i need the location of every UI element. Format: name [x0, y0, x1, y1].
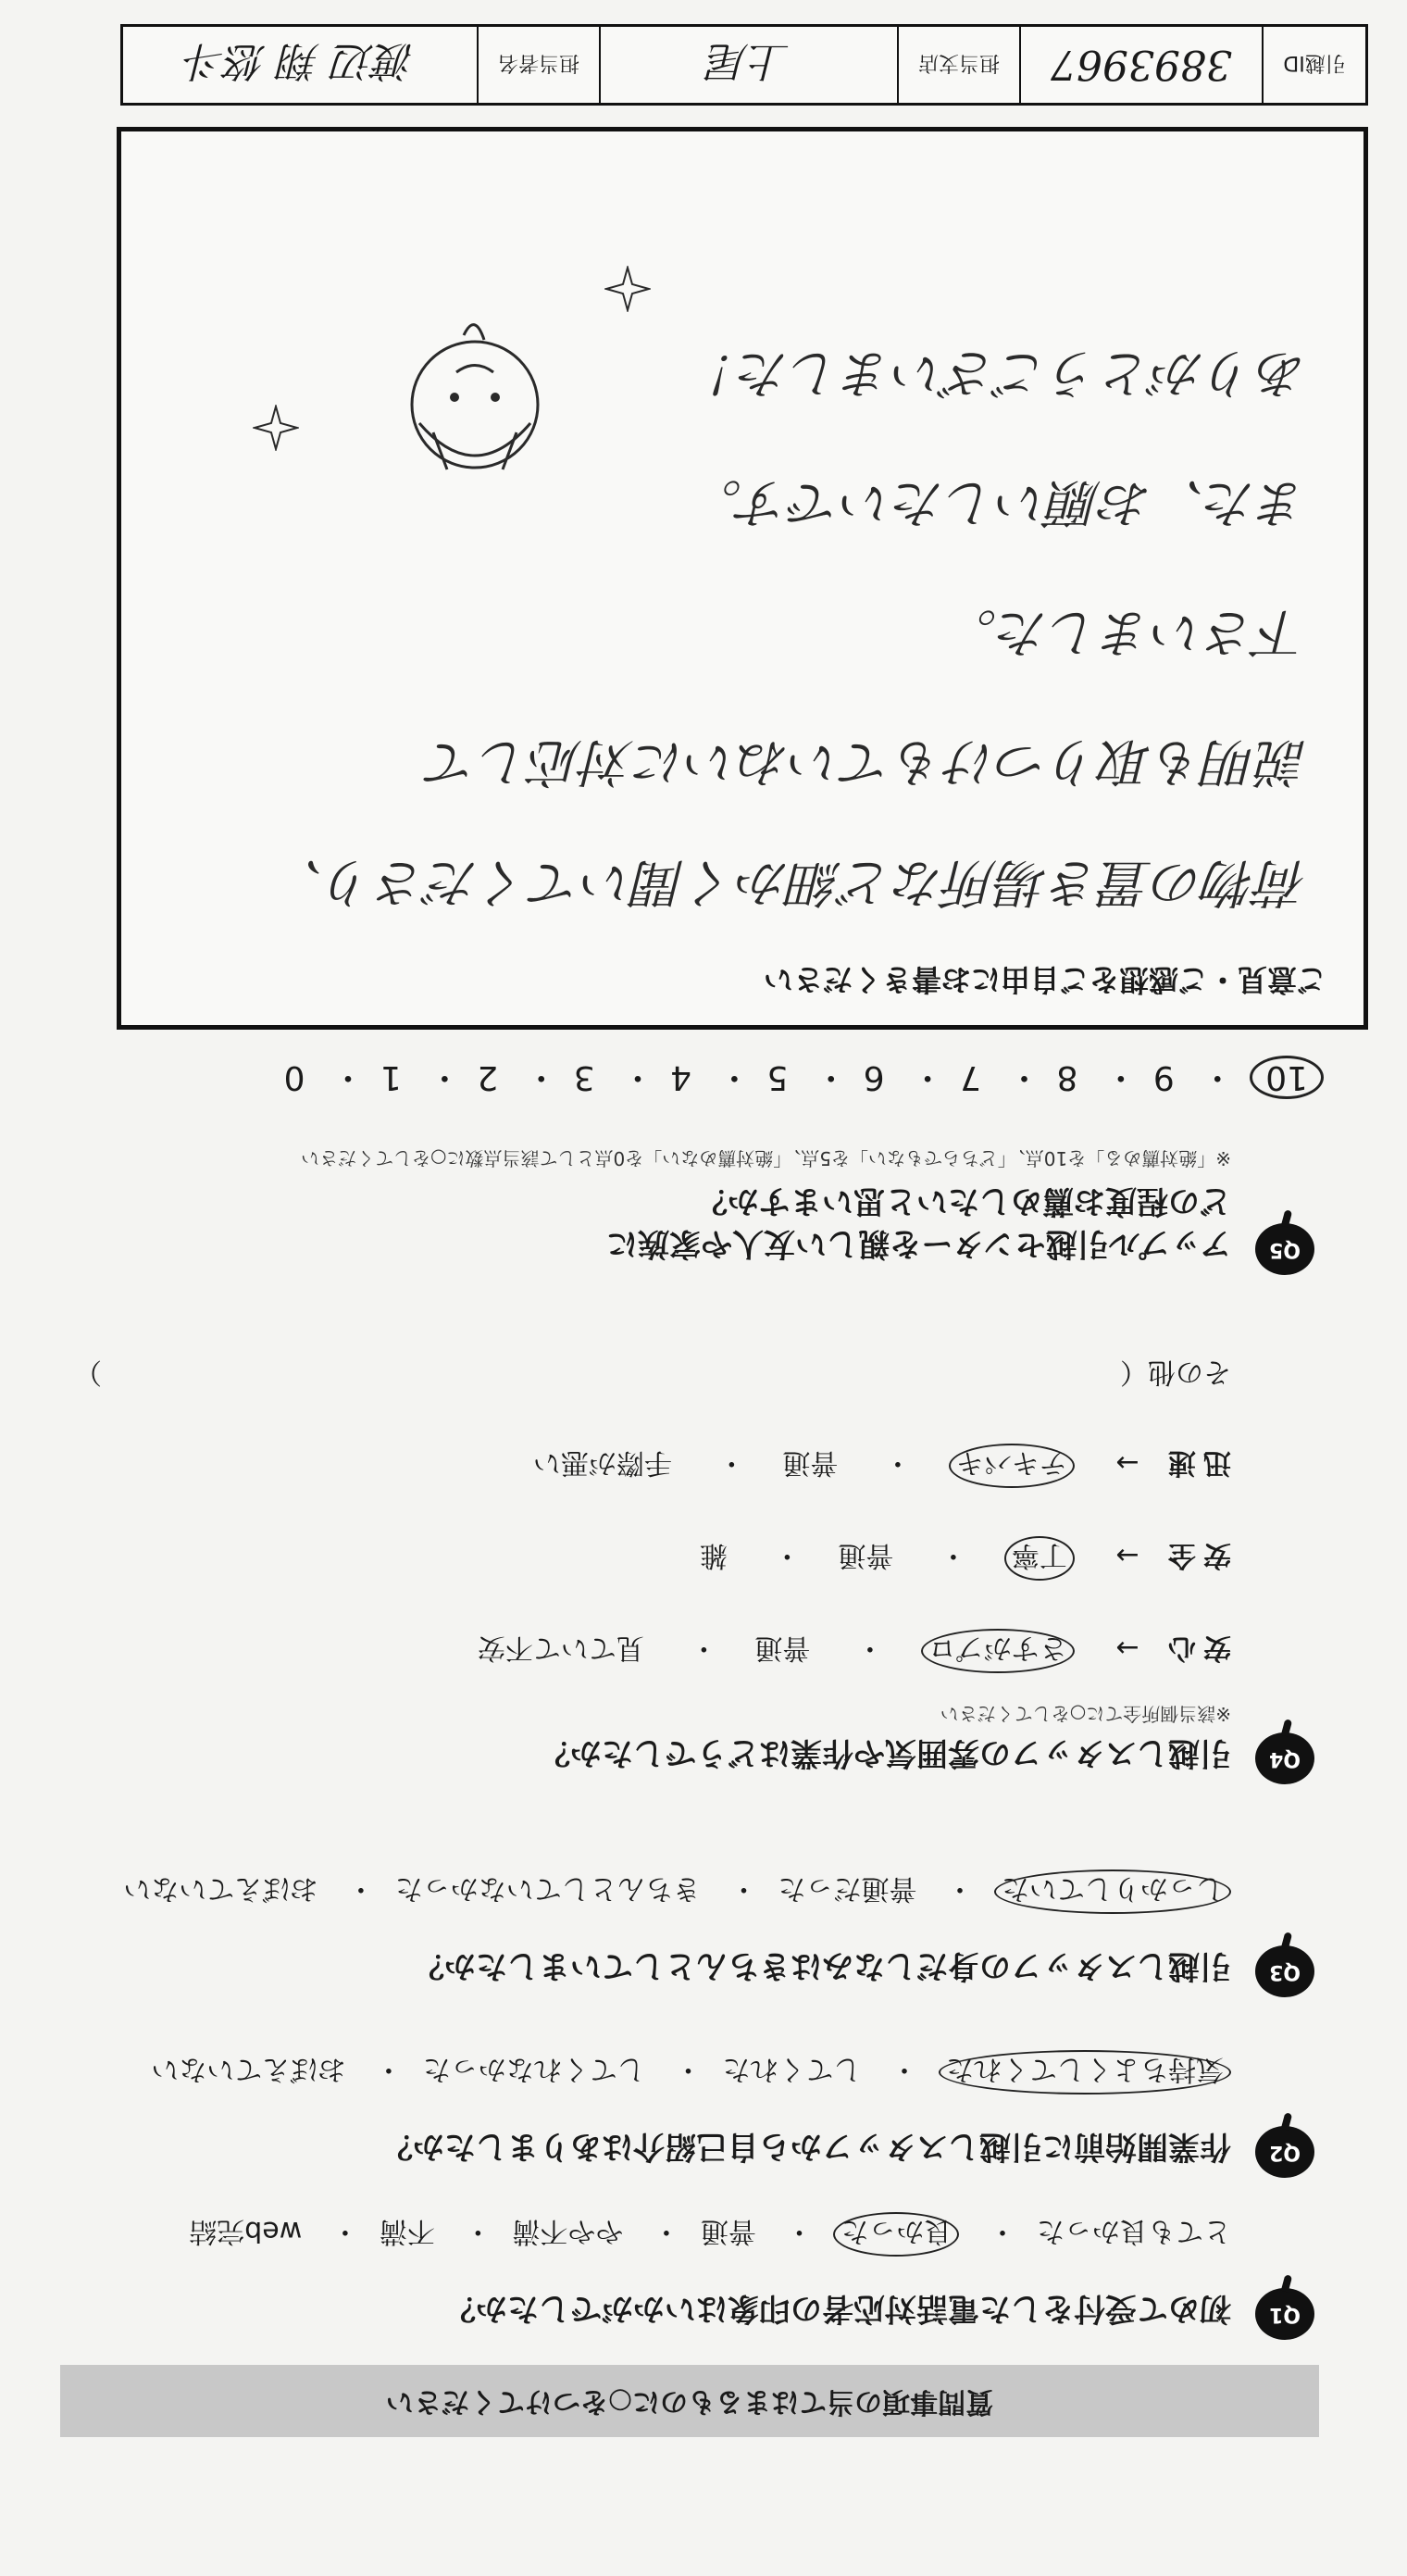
q4-badge: Q4 — [1255, 1732, 1314, 1784]
scale-value-7[interactable]: 7 — [960, 1058, 982, 1096]
instructions-banner: 質問事項の当てはまるものに○をつけてください — [60, 2365, 1319, 2437]
q1-options: とても良かった・ 良かった・ 普通・ やや不満・ 不満・ web完結 — [189, 2212, 1231, 2257]
scale-value-3[interactable]: 3 — [573, 1058, 595, 1096]
arrow-right-icon: → — [1115, 1539, 1139, 1571]
comment-title: ご意見・ご感想をご自由にお書きください — [763, 962, 1326, 997]
q1-option[interactable]: やや不満 — [512, 2215, 624, 2247]
q2-option[interactable]: してくれなかった — [422, 2053, 645, 2085]
scale-value-9[interactable]: 9 — [1152, 1058, 1175, 1096]
q1-badge: Q1 — [1255, 2288, 1314, 2340]
q1-option[interactable]: 不満 — [379, 2215, 435, 2247]
q1-option[interactable]: web完結 — [189, 2215, 303, 2247]
q2-option[interactable]: してくれた — [722, 2053, 862, 2085]
q4-other-close: ） — [74, 1356, 102, 1388]
scale-value-4[interactable]: 4 — [670, 1058, 691, 1096]
comment-line: また、お願いしたいです。 — [690, 472, 1308, 532]
scale-value-8[interactable]: 8 — [1056, 1058, 1078, 1096]
q4-note: ※該当個所全てに○をしてください — [940, 1703, 1231, 1725]
q4-row-jinsoku: 迅速 → テキパキ・ 普通・ 手際が悪い — [533, 1444, 1231, 1488]
comment-line: 下さいました。 — [945, 602, 1308, 662]
q4-row-anshin: 安心 → さすがプロ・ 普通・ 見ていて不安 — [478, 1629, 1231, 1673]
q5-text-line2: どの程度お薦めしたいと思いますか？ — [696, 1182, 1231, 1219]
sparkle-icon — [604, 266, 651, 312]
scale-value-6[interactable]: 6 — [863, 1058, 885, 1096]
staff-label: 担当者名 — [498, 51, 580, 75]
q3-option[interactable]: 普通だった — [778, 1872, 917, 1905]
q4-option[interactable]: 手際が悪い — [532, 1446, 672, 1479]
q4-option[interactable]: 普通 — [782, 1446, 839, 1479]
q2-text: 作業開始前に引越しスタッフから自己紹介はありましたか？ — [381, 2128, 1231, 2165]
q3-option[interactable]: しっかりしていた — [994, 1869, 1231, 1914]
store-value: 上尾 — [708, 37, 790, 84]
question-q3 — [74, 1840, 1314, 1997]
q1-option[interactable]: とても良かった — [1037, 2215, 1231, 2247]
sparkle-icon — [253, 405, 299, 451]
q4-other[interactable] — [74, 1355, 1231, 1395]
q1-option[interactable]: 良かった — [833, 2212, 959, 2257]
q4-row-label: 迅速 — [1161, 1446, 1231, 1479]
staff-value: 渡辺 翔 悠斗 — [185, 37, 415, 84]
q4-option[interactable]: 丁寧 — [1004, 1536, 1075, 1581]
q5-badge: Q5 — [1255, 1223, 1314, 1275]
q4-option[interactable]: さすがプロ — [921, 1629, 1075, 1673]
question-q5 — [74, 1136, 1314, 1275]
move-id-label: 引越ID — [1283, 51, 1346, 75]
q2-options: 気持ちよくしてくれた・ してくれた・ してくれなかった・ おぼえていない — [151, 2050, 1231, 2095]
comment-line: ありがとうございました！ — [686, 343, 1308, 403]
q4-option[interactable]: 普通 — [838, 1539, 894, 1571]
scale-value-5[interactable]: 5 — [766, 1058, 789, 1096]
q3-options: しっかりしていた・ 普通だった・ きちんとしていなかった・ おぼえていない — [123, 1869, 1231, 1914]
q5-text-line1: アップル引越センターを親しい友人や家族に — [606, 1225, 1231, 1262]
q4-text: 引越しスタッフの雰囲気や作業はどうでしたか？ — [539, 1734, 1231, 1771]
q4-row-anzen: 安全 → 丁寧・ 普通・ 雑 — [700, 1536, 1231, 1581]
header-table — [120, 24, 1368, 106]
arrow-right-icon: → — [1115, 1446, 1139, 1479]
question-q2 — [74, 2020, 1314, 2178]
q5-note: ※「絶対薦める」を10点、「どちらでもない」を5点、「絶対薦めない」を0点として該当点数に○をしてください — [301, 1147, 1231, 1169]
q3-option[interactable]: きちんとしていなかった — [394, 1872, 701, 1905]
arrow-right-icon: → — [1115, 1632, 1139, 1664]
q1-option[interactable]: 普通 — [700, 2215, 756, 2247]
q3-option[interactable]: おぼえていない — [123, 1872, 318, 1905]
q1-text: 初めて受付をした電話対応者の印象はいかがでしたか？ — [444, 2290, 1231, 2327]
q2-badge: Q2 — [1255, 2126, 1314, 2178]
q4-row-label: 安全 — [1161, 1539, 1231, 1571]
q4-option[interactable]: 普通 — [754, 1632, 811, 1664]
comment-box[interactable] — [117, 127, 1368, 1030]
q4-option[interactable]: テキパキ — [949, 1444, 1075, 1488]
q2-option[interactable]: おぼえていない — [151, 2053, 346, 2085]
comment-line: 説明も取りつけもていねいに対応して — [427, 732, 1308, 792]
smiley-doodle-icon — [382, 294, 567, 506]
scale-value-1[interactable]: 1 — [380, 1058, 402, 1096]
recommend-scale: 10・ 9・ 8・ 7・ 6・ 5・ 4・ 3・ 2・ 1・ 0 — [120, 1056, 1324, 1104]
question-q4 — [74, 1303, 1314, 1784]
q3-badge: Q3 — [1255, 1945, 1314, 1997]
q4-row-label: 安心 — [1161, 1632, 1231, 1664]
scale-value-0[interactable]: 0 — [283, 1058, 305, 1096]
q4-option[interactable]: 雑 — [699, 1539, 728, 1571]
comment-line: 荷物の置き場所など細かく聞いてくださり、 — [271, 852, 1308, 912]
q2-option[interactable]: 気持ちよくしてくれた — [939, 2050, 1231, 2095]
q4-other-label: その他（ — [1120, 1356, 1231, 1388]
q3-text: 引越しスタッフの身だしなみはきちんとしていましたか？ — [413, 1947, 1231, 1984]
question-q1 — [74, 2192, 1314, 2340]
scale-value-10[interactable]: 10 — [1250, 1056, 1324, 1099]
q4-option[interactable]: 見ていて不安 — [477, 1632, 644, 1664]
move-id-value: 3893967 — [1051, 41, 1232, 89]
scale-value-2[interactable]: 2 — [477, 1058, 499, 1096]
store-label: 担当支店 — [918, 51, 1001, 75]
